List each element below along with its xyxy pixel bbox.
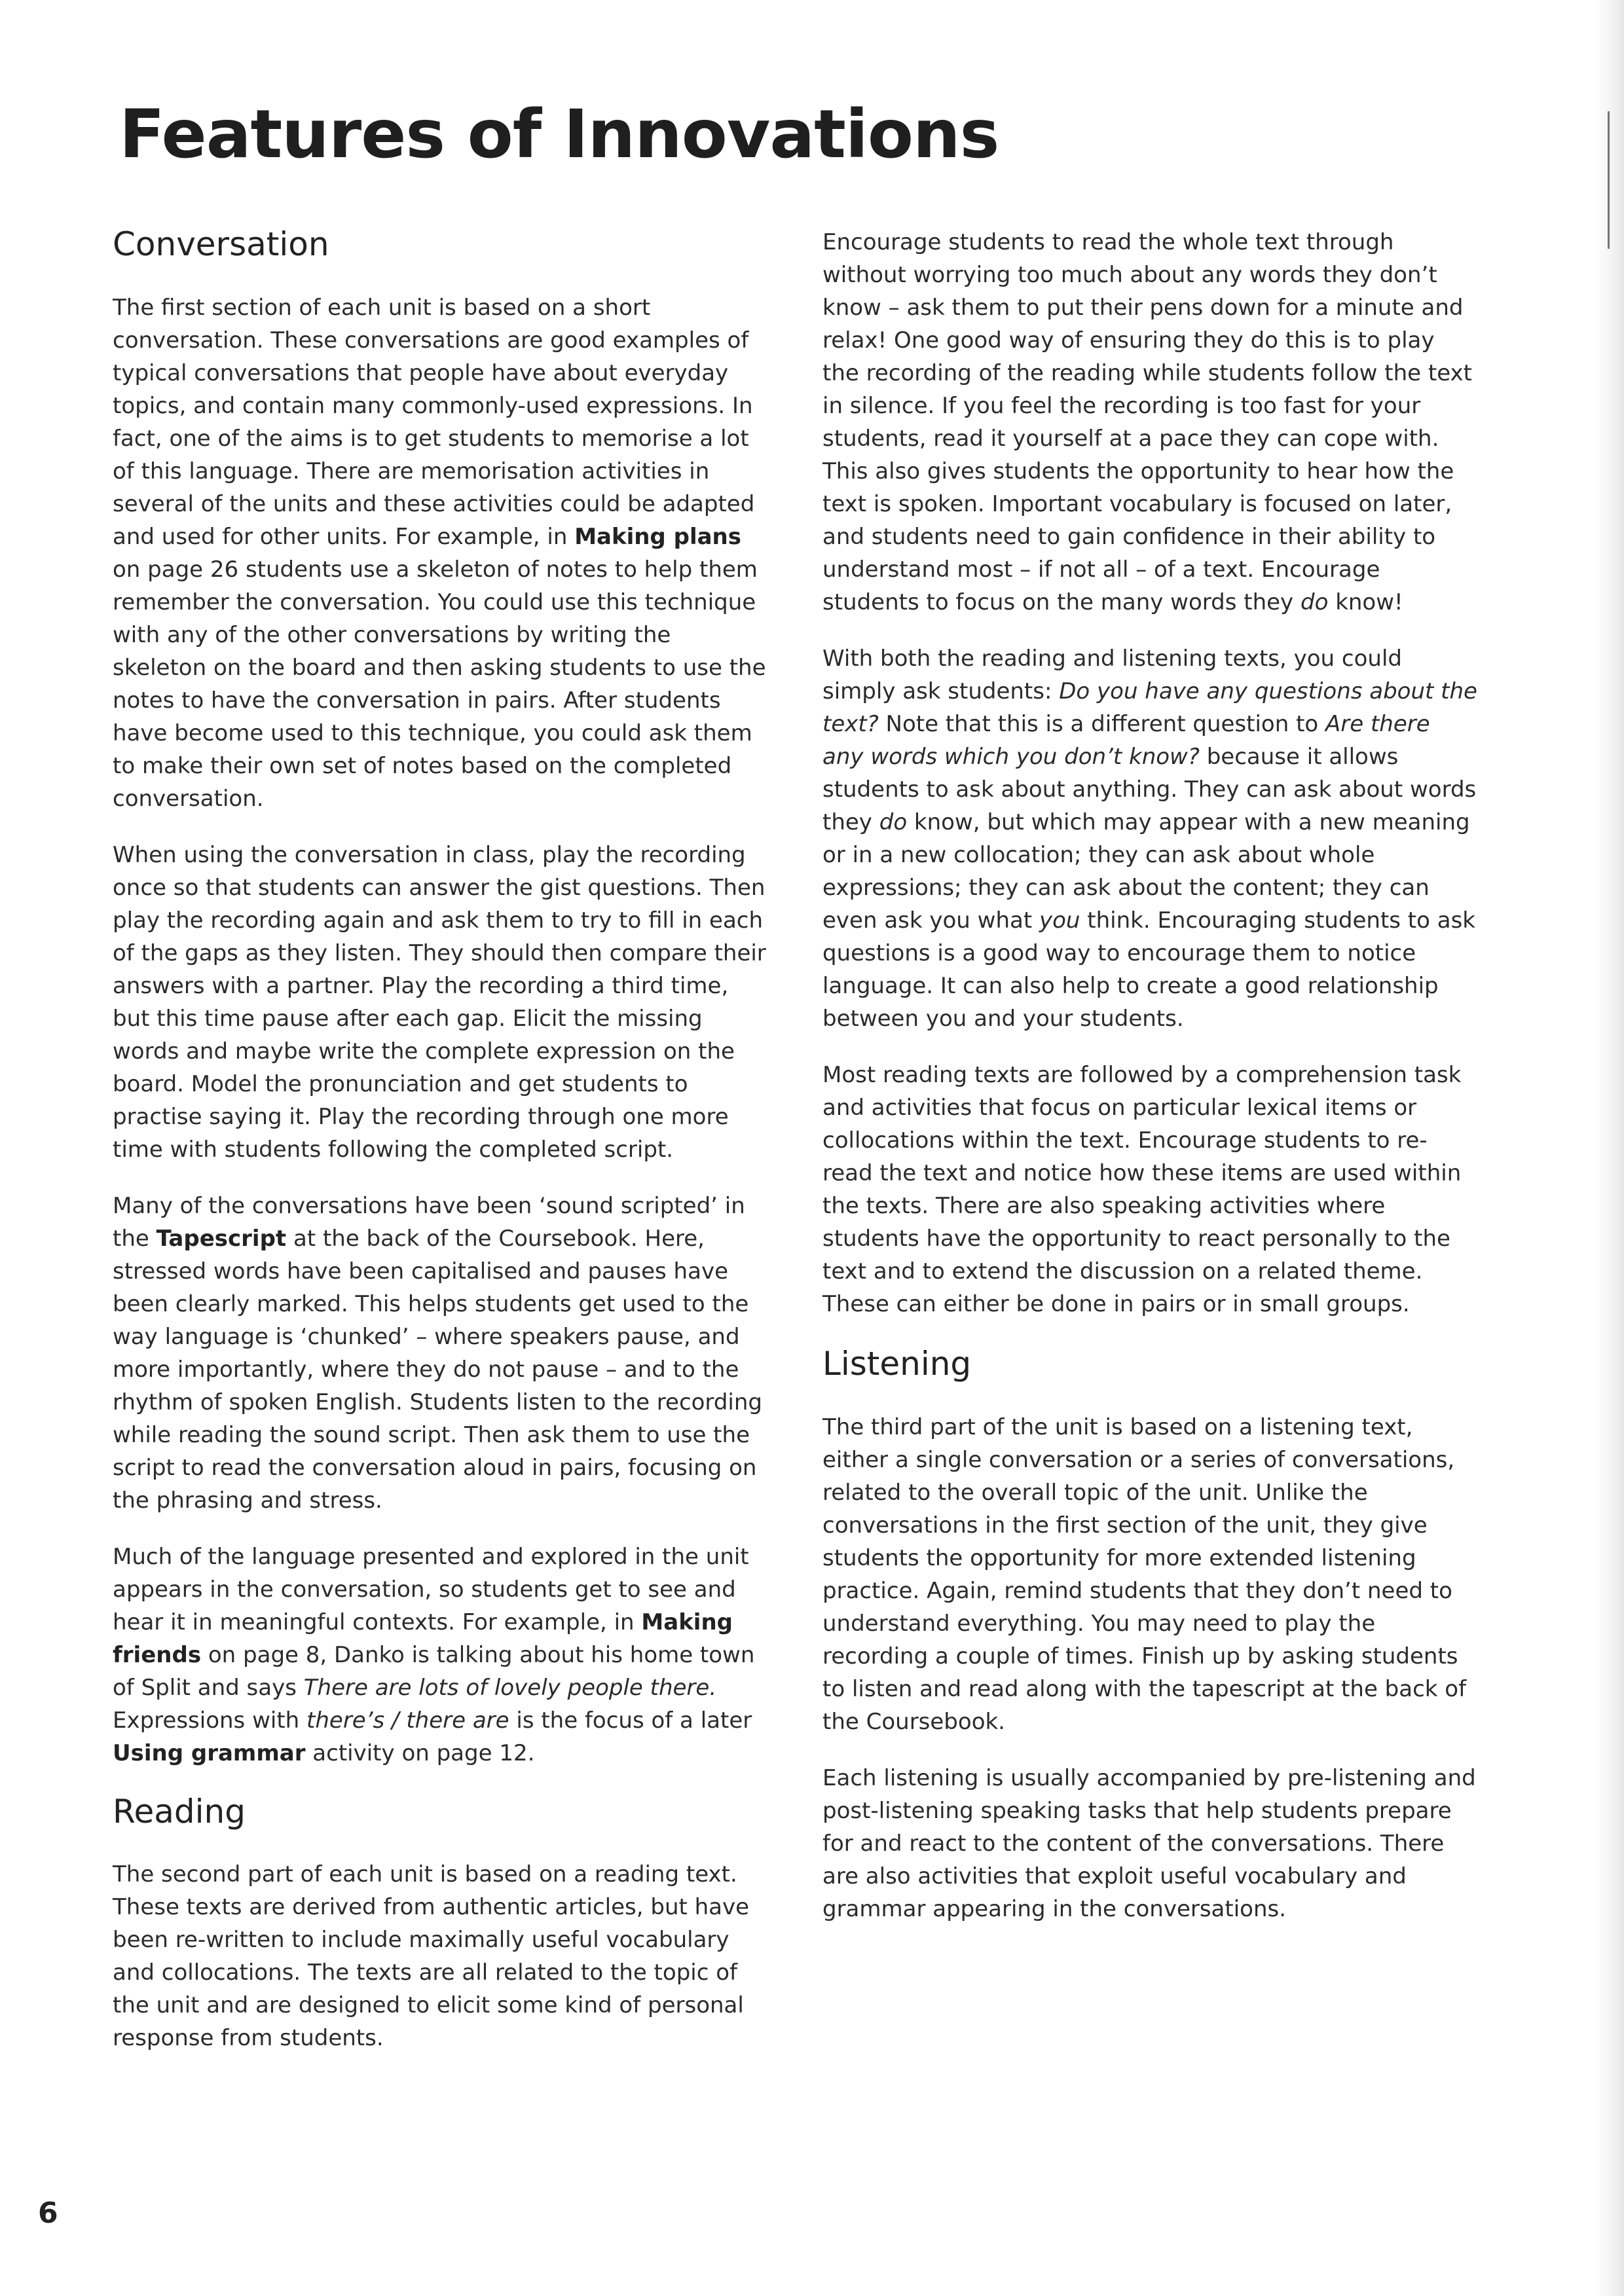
section-heading-reading: Reading bbox=[113, 1792, 246, 1831]
italic-example: There are lots of lovely people there. bbox=[303, 1674, 717, 1701]
bold-term: Making plans bbox=[574, 523, 741, 550]
page-title: Features of Innovations bbox=[119, 96, 999, 173]
right-column bbox=[822, 226, 1477, 1949]
page-edge-shadow bbox=[1594, 0, 1624, 2296]
italic-example: there’s / there are bbox=[306, 1707, 509, 1734]
italic-example: Do you have any questions about the text? bbox=[822, 678, 1477, 737]
left-column bbox=[113, 226, 767, 2078]
paragraph: Most reading texts are followed by a comprehension task and activities that focus on particular lexical items or collocations within the text. Encourage students to re-read the text and notice how these items are used within the texts. There are also speaking activities where students have the opportunity to react personally to the text and to extend the discussion on a related theme. These can either be done in pairs or in small groups. bbox=[822, 1062, 1462, 1317]
section-heading-conversation: Conversation bbox=[113, 225, 329, 263]
paragraph: The first section of each unit is based on a short conversation. These conversations are good examples of typical conversations that people have about everyday topics, and contain many commonly-used expressions. In fact, one of the aims is to get students to memorise a lot of this language. There are memorisation activities in several of the units and these activities could be adapted and used for other units. For example, in Making plans on page 26 students use a skeleton of notes to help them remember the conversation. You could use this technique with any of the other conversations by writing the skeleton on the board and then asking students to use the notes to have the conversation in pairs. After students have become used to this technique, you could ask them to make their own set of notes based on the completed conversation. bbox=[113, 294, 766, 812]
italic-emphasis: you bbox=[1039, 907, 1080, 934]
bold-term: Tapescript bbox=[156, 1225, 287, 1252]
page-edge-mark bbox=[1608, 111, 1610, 249]
italic-emphasis: do bbox=[1301, 589, 1329, 615]
section-heading-listening: Listening bbox=[822, 1345, 972, 1383]
paragraph: With both the reading and listening texts, you could simply ask students: Do you have any questions about the text? Note that this is a different question to Are there any words which you don’t know? because it allows students to ask about anything. They can ask about words they do know, but which may appear with a new meaning or in a new collocation; they can ask about whole expressions; they can ask about the content; they can even ask you what you think. Encouraging students to ask questions is a good way to encourage them to notice language. It can also help to create a good relationship between you and your students. bbox=[822, 646, 1477, 1032]
paragraph: Each listening is usually accompanied by pre-listening and post-listening speaking tasks that help students prepare for and react to the content of the conversations. There are also activities that exploit useful vocabulary and grammar appearing in the conversations. bbox=[822, 1764, 1476, 1922]
paragraph: When using the conversation in class, play the recording once so that students can answer the gist questions. Then play the recording again and ask them to try to fill in each of the gaps as they listen. They should then compare their answers with a partner. Play the recording a third time, but this time pause after each gap. Elicit the missing words and maybe write the complete expression on the board. Model the pronunciation and get students to practise saying it. Play the recording through one more time with students following the completed script. bbox=[113, 841, 766, 1163]
paragraph: Much of the language presented and explored in the unit appears in the conversation, so students get to see and hear it in meaningful contexts. For example, in Making friends on page 8, Danko is talking about his home town of Split and says There are lots of lovely people there. Expressions with there’s / there are is the focus of a later Using grammar activity on page 12. bbox=[113, 1543, 755, 1766]
paragraph: Encourage students to read the whole text through without worrying too much about any words they don’t know – ask them to put their pens down for a minute and relax! One good way of ensuring they do this is to play the recording of the reading while students follow the text in silence. If you feel the recording is too fast for your students, read it yourself at a pace they can cope with. This also gives students the opportunity to hear how the text is spoken. Important vocabulary is focused on later, and students need to gain confidence in their ability to understand most – if not all – of a text. Encourage students to focus on the many words they do know! bbox=[822, 229, 1472, 615]
bold-term: Making friends bbox=[113, 1609, 733, 1668]
page-number: 6 bbox=[38, 2196, 58, 2230]
italic-emphasis: do bbox=[879, 809, 908, 835]
bold-term: Using grammar bbox=[113, 1740, 306, 1766]
paragraph: Many of the conversations have been ‘sound scripted’ in the Tapescript at the back of the Coursebook. Here, stressed words have been capitalised and pauses have been clearly marked. This helps students get used to the way language is ‘chunked’ – where speakers pause, and more importantly, where they do not pause – and to the rhythm of spoken English. Students listen to the recording while reading the sound script. Then ask them to use the script to read the conversation aloud in pairs, focusing on the phrasing and stress. bbox=[113, 1192, 762, 1514]
italic-example: Are there any words which you don’t know? bbox=[822, 711, 1430, 770]
paragraph: The second part of each unit is based on a reading text. These texts are derived from authentic articles, but have been re-written to include maximally useful vocabulary and collocations. The texts are all related to the topic of the unit and are designed to elicit some kind of personal response from students. bbox=[113, 1861, 750, 2051]
paragraph: The third part of the unit is based on a listening text, either a single conversation or a series of conversations, related to the overall topic of the unit. Unlike the conversations in the first section of the unit, they give students the opportunity for more extended listening practice. Again, remind students that they don’t need to understand everything. You may need to play the recording a couple of times. Finish up by asking students to listen and read along with the tapescript at the back of the Coursebook. bbox=[822, 1413, 1467, 1735]
